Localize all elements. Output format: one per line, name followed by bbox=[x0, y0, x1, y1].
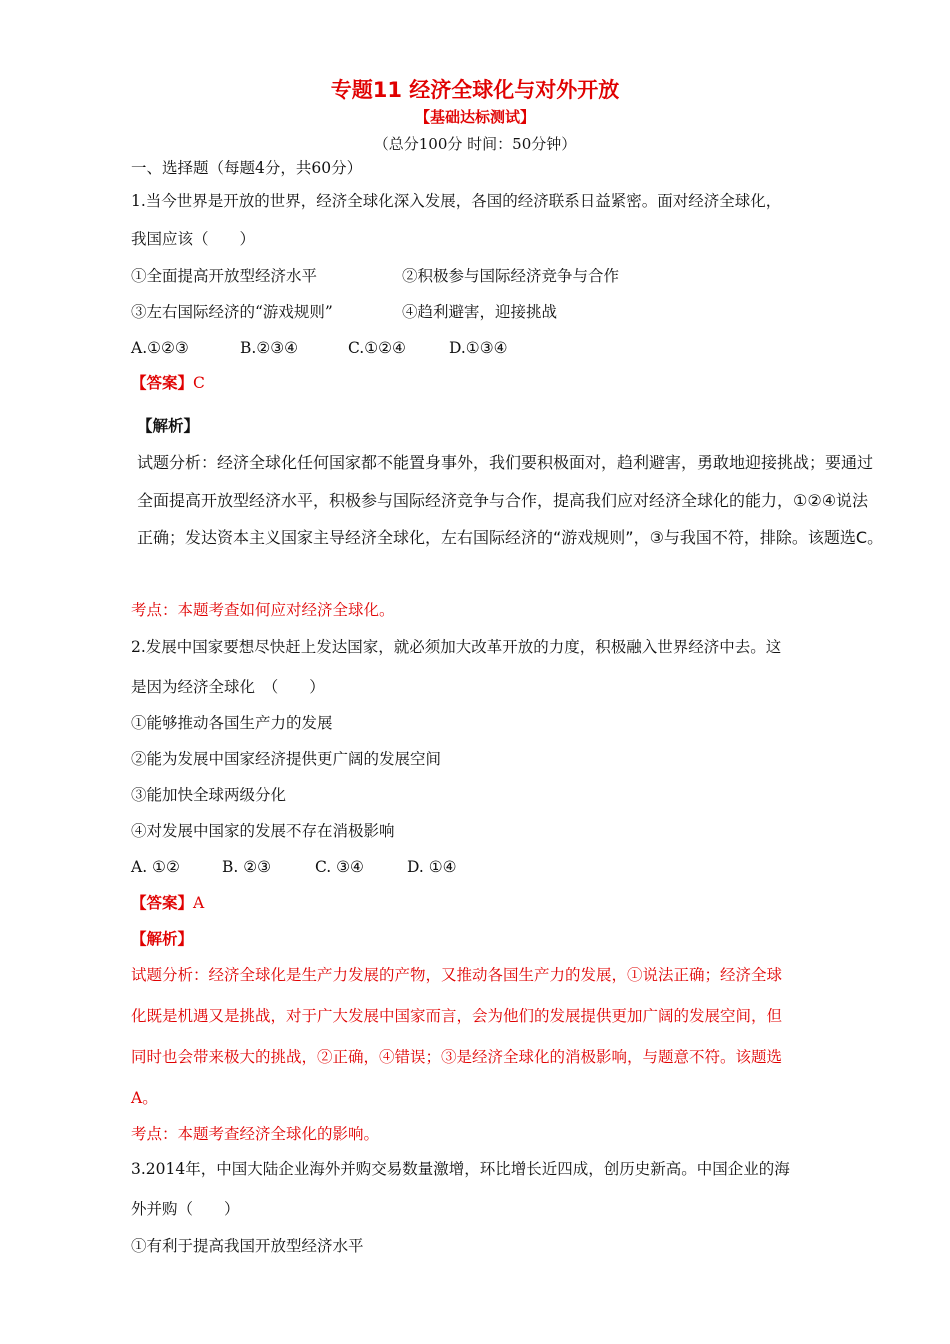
q2-answer bbox=[131, 893, 204, 913]
q1-answer-value: C bbox=[193, 374, 205, 392]
section-label: 一、选择题（每题4分，共60分） bbox=[131, 159, 363, 177]
q2-choice-b: B. ②③ bbox=[222, 858, 272, 876]
q1-answer-label: 【答案】 bbox=[131, 374, 194, 392]
q1-analysis-label: 【解析】 bbox=[137, 417, 200, 435]
q2-stem-line2: 是因为经济全球化 （ ） bbox=[131, 678, 325, 696]
page-subtitle: 【基础达标测试】 bbox=[414, 108, 535, 126]
q1-answer bbox=[131, 373, 205, 393]
q2-analysis-line4: A。 bbox=[131, 1089, 158, 1107]
q3-item1: ①有利于提高我国开放型经济水平 bbox=[131, 1237, 364, 1255]
q2-analysis-line2: 化既是机遇又是挑战，对于广大发展中国家而言，会为他们的发展提供更加广阔的发展空间，但 bbox=[131, 1007, 783, 1025]
score-info: （总分100分 时间：50分钟） bbox=[373, 135, 577, 153]
q2-answer-label: 【答案】 bbox=[131, 894, 194, 912]
q3-stem-line2: 外并购（ ） bbox=[131, 1200, 240, 1218]
q1-choice-d: D.①③④ bbox=[449, 339, 508, 357]
q2-stem-line1: 2.发展中国家要想尽快赶上发达国家，就必须加大改革开放的力度，积极融入世界经济中去。这 bbox=[131, 638, 782, 656]
q2-item2: ②能为发展中国家经济提供更广阔的发展空间 bbox=[131, 750, 442, 768]
q2-choice-c: C. ③④ bbox=[315, 858, 364, 876]
q2-answer-value: A bbox=[193, 894, 205, 912]
q2-choice-a: A. ①② bbox=[131, 858, 180, 876]
q2-kaodian: 考点：本题考查经济全球化的影响。 bbox=[131, 1125, 380, 1143]
q2-choice-d: D. ①④ bbox=[407, 858, 457, 876]
q1-item1: ①全面提高开放型经济水平 bbox=[131, 267, 318, 285]
q1-choice-b: B.②③④ bbox=[240, 339, 299, 357]
q2-item3: ③能加快全球两级分化 bbox=[131, 786, 287, 804]
q1-item4: ④趋利避害，迎接挑战 bbox=[402, 303, 558, 321]
q2-analysis-line3: 同时也会带来极大的挑战，②正确，④错误；③是经济全球化的消极影响，与题意不符。该题选 bbox=[131, 1048, 783, 1066]
q3-stem-line1: 3.2014年，中国大陆企业海外并购交易数量激增，环比增长近四成，创历史新高。中国企业的海 bbox=[131, 1160, 790, 1178]
q1-analysis-line1: 试题分析：经济全球化任何国家都不能置身事外，我们要积极面对，趋利避害，勇敢地迎接挑战；要通过 bbox=[137, 453, 874, 472]
q1-analysis-line2: 全面提高开放型经济水平，积极参与国际经济竞争与合作，提高我们应对经济全球化的能力，①②④说法 bbox=[137, 491, 869, 510]
page-title: 专题11 经济全球化与对外开放 bbox=[330, 78, 620, 102]
q1-analysis-line3: 正确；发达资本主义国家主导经济全球化，左右国际经济的“游戏规则”，③与我国不符，排除。该题选C。 bbox=[137, 528, 884, 547]
q1-choice-c: C.①②④ bbox=[348, 339, 406, 357]
q1-item2: ②积极参与国际经济竞争与合作 bbox=[402, 267, 620, 285]
q1-stem-line1: 1.当今世界是开放的世界，经济全球化深入发展，各国的经济联系日益紧密。面对经济全球化， bbox=[131, 192, 782, 210]
q2-item4: ④对发展中国家的发展不存在消极影响 bbox=[131, 822, 395, 840]
q2-analysis-label: 【解析】 bbox=[131, 930, 194, 948]
q2-analysis-line1: 试题分析：经济全球化是生产力发展的产物，又推动各国生产力的发展，①说法正确；经济全球 bbox=[131, 966, 783, 984]
q1-choice-a: A.①②③ bbox=[131, 339, 189, 357]
q1-stem-line2: 我国应该（ ） bbox=[131, 230, 256, 248]
q1-kaodian: 考点：本题考查如何应对经济全球化。 bbox=[131, 601, 395, 619]
q1-item3: ③左右国际经济的“游戏规则” bbox=[131, 303, 333, 321]
q2-item1: ①能够推动各国生产力的发展 bbox=[131, 714, 333, 732]
